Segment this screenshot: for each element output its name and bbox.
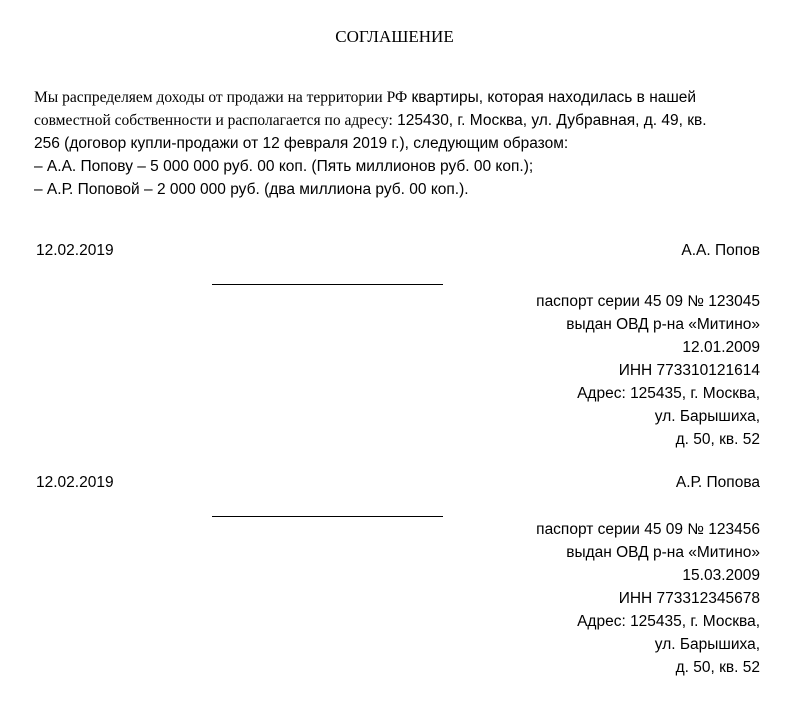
address-line-2: ул. Барышиха,: [654, 636, 760, 653]
issue-date-line: 12.01.2009: [682, 339, 760, 356]
body-line: [34, 132, 774, 155]
signatory-2-date: 12.02.2019: [36, 474, 114, 491]
address-line-1: Адрес: 125435, г. Москва,: [577, 613, 760, 630]
agreement-body: [34, 86, 774, 201]
body-line-sans-part: 125430, г. Москва, ул. Дубравная, д. 49, кв.: [392, 112, 707, 129]
address-line-2: ул. Барышиха,: [654, 408, 760, 425]
address-line-3: д. 50, кв. 52: [675, 431, 760, 448]
passport-line: паспорт серии 45 09 № 123045: [536, 293, 760, 310]
body-line-sans-part: – А.А. Попову – 5 000 000 руб. 00 коп. (Пять миллионов руб. 00 коп.);: [34, 158, 534, 175]
address-line-1: Адрес: 125435, г. Москва,: [577, 385, 760, 402]
signatory-1-details: [536, 290, 760, 451]
issued-by-line: выдан ОВД р-на «Митино»: [566, 544, 760, 561]
document-title: СОГЛАШЕНИЕ: [335, 27, 454, 46]
issue-date-line: 15.03.2009: [682, 567, 760, 584]
body-line: [34, 109, 774, 132]
body-line: [34, 86, 774, 109]
signatory-1-signature-line: [212, 284, 443, 285]
signatory-1-name: А.А. Попов: [681, 242, 760, 259]
inn-line: ИНН 773312345678: [618, 590, 760, 607]
body-line-sans-part: квартиры, которая находилась в нашей: [407, 89, 697, 106]
signatory-2-signature-line: [212, 516, 443, 517]
signatory-2-name: А.Р. Попова: [675, 474, 760, 491]
body-line-sans-part: – А.Р. Поповой – 2 000 000 руб. (два миллиона руб. 00 коп.).: [34, 181, 469, 198]
inn-line: ИНН 773310121614: [618, 362, 760, 379]
signatory-2-details: [536, 518, 760, 679]
issued-by-line: выдан ОВД р-на «Митино»: [566, 316, 760, 333]
body-line: [34, 155, 774, 178]
body-line-sans-part: 256 (договор купли-продажи от 12 февраля 2019 г.), следующим образом:: [34, 135, 569, 152]
body-line-serif-part: Мы распределяем доходы от продажи на территории РФ: [34, 89, 408, 106]
body-line: [34, 178, 774, 201]
address-line-3: д. 50, кв. 52: [675, 659, 760, 676]
passport-line: паспорт серии 45 09 № 123456: [536, 521, 760, 538]
body-line-serif-part: совместной собственности и располагается по адресу:: [34, 112, 393, 129]
signatory-1-date: 12.02.2019: [36, 242, 114, 259]
